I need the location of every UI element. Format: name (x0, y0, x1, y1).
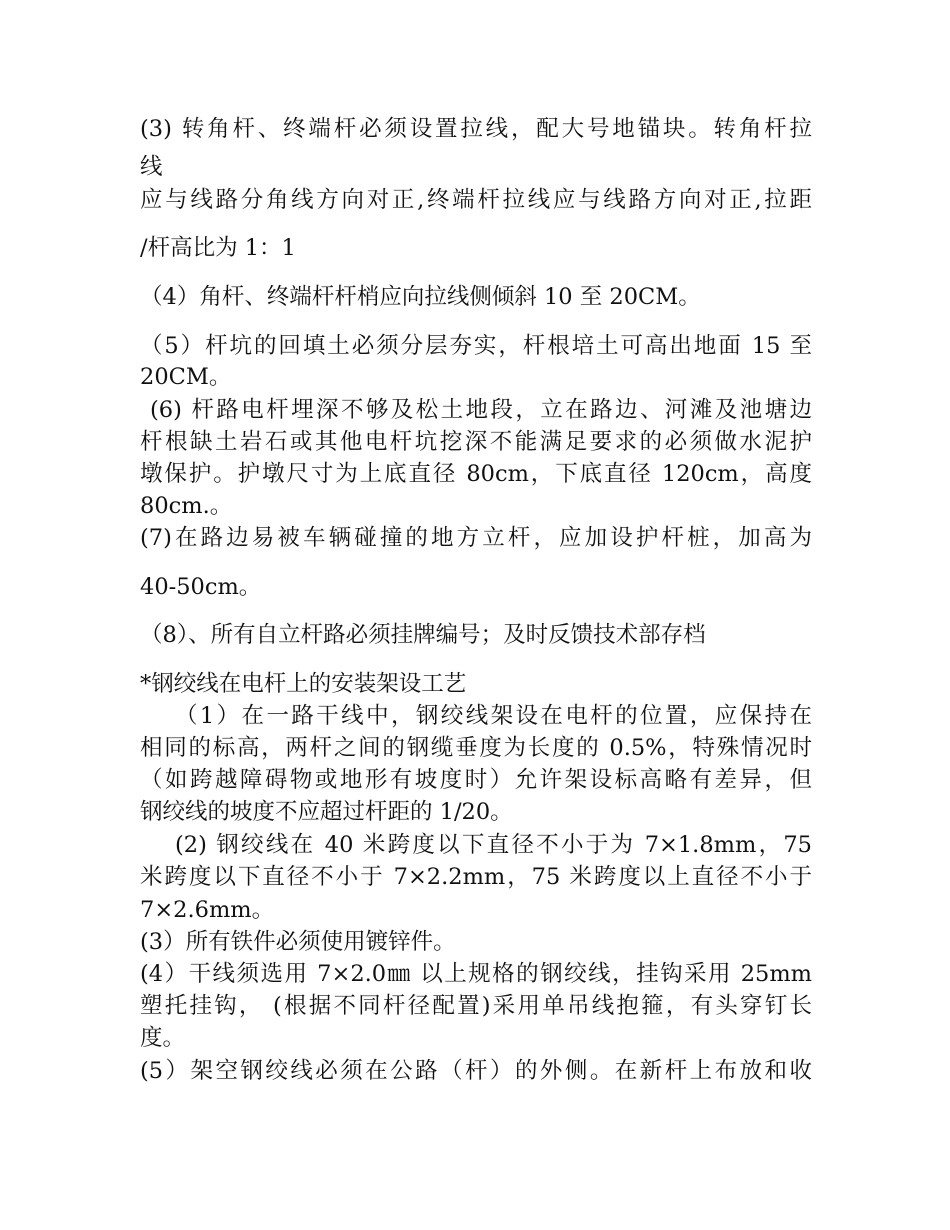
steel-paragraph-2-line-2: 米跨度以下直径不小于 7×2.2mm，75 米跨度以上直径不小于 (140, 864, 812, 890)
steel-paragraph-1-line-2: 相同的标高，两杆之间的钢缆垂度为长度的 0.5%，特殊情况时 (140, 735, 812, 761)
paragraph-5-line-1: （5）杆坑的回填土必须分层夯实，杆根培土可高出地面 15 至 (140, 333, 812, 359)
section-heading: *钢绞线在电杆上的安装架设工艺 (140, 671, 467, 697)
steel-paragraph-4-line-3: 度。 (140, 1025, 186, 1051)
paragraph-6-line-4: 80cm.。 (140, 493, 233, 519)
steel-paragraph-4-line-2: 塑托挂钩， (根据不同杆径配置)采用单吊线抱箍，有头穿钉长 (140, 993, 812, 1019)
paragraph-4-line-1: （4）角杆、终端杆杆梢应向拉线侧倾斜 10 至 20CM。 (140, 284, 701, 310)
paragraph-5-line-2: 20CM。 (140, 364, 232, 390)
steel-paragraph-4-line-1: (4）干线须选用 7×2.0㎜ 以上规格的钢绞线，挂钩采用 25mm (140, 961, 812, 987)
steel-paragraph-2-line-1: (2) 钢绞线在 40 米跨度以下直径不小于为 7×1.8mm，75 (175, 832, 812, 858)
paragraph-6-line-1: (6) 杆路电杆埋深不够及松土地段，立在路边、河滩及池塘边 (150, 397, 812, 423)
paragraph-7-line-1: (7)在路边易被车辆碰撞的地方立杆，应加设护杆桩，加高为 (140, 525, 812, 551)
paragraph-3-line-1: (3) 转角杆、终端杆必须设置拉线，配大号地锚块。转角杆拉 (140, 116, 812, 142)
paragraph-6-line-3: 墩保护。护墩尺寸为上底直径 80cm，下底直径 120cm，高度 (140, 461, 812, 487)
paragraph-3-line-3: 应与线路分角线方向对正,终端杆拉线应与线路方向对正,拉距 (140, 187, 812, 213)
paragraph-8-line-1: （8）、所有自立杆路必须挂牌编号；及时反馈技术部存档 (140, 622, 706, 648)
steel-paragraph-3-line-1: (3）所有铁件必须使用镀锌件。 (140, 929, 456, 955)
paragraph-3-line-4: /杆高比为 1：1 (140, 235, 296, 261)
steel-paragraph-1-line-4: 钢绞线的坡度不应超过杆距的 1/20。 (140, 799, 513, 825)
paragraph-7-line-2: 40-50cm。 (140, 574, 262, 600)
steel-paragraph-1-line-1: （1）在一路干线中，钢绞线架设在电杆的位置，应保持在 (175, 703, 812, 729)
paragraph-3-line-2: 线 (140, 154, 163, 180)
paragraph-6-line-2: 杆根缺土岩石或其他电杆坑挖深不能满足要求的必须做水泥护 (140, 429, 812, 455)
steel-paragraph-5-line-1: (5）架空钢绞线必须在公路（杆）的外侧。在新杆上布放和收 (140, 1058, 812, 1084)
steel-paragraph-1-line-3: （如跨越障碍物或地形有坡度时）允许架设标高略有差异，但 (140, 767, 812, 793)
steel-paragraph-2-line-3: 7×2.6mm。 (140, 897, 275, 923)
